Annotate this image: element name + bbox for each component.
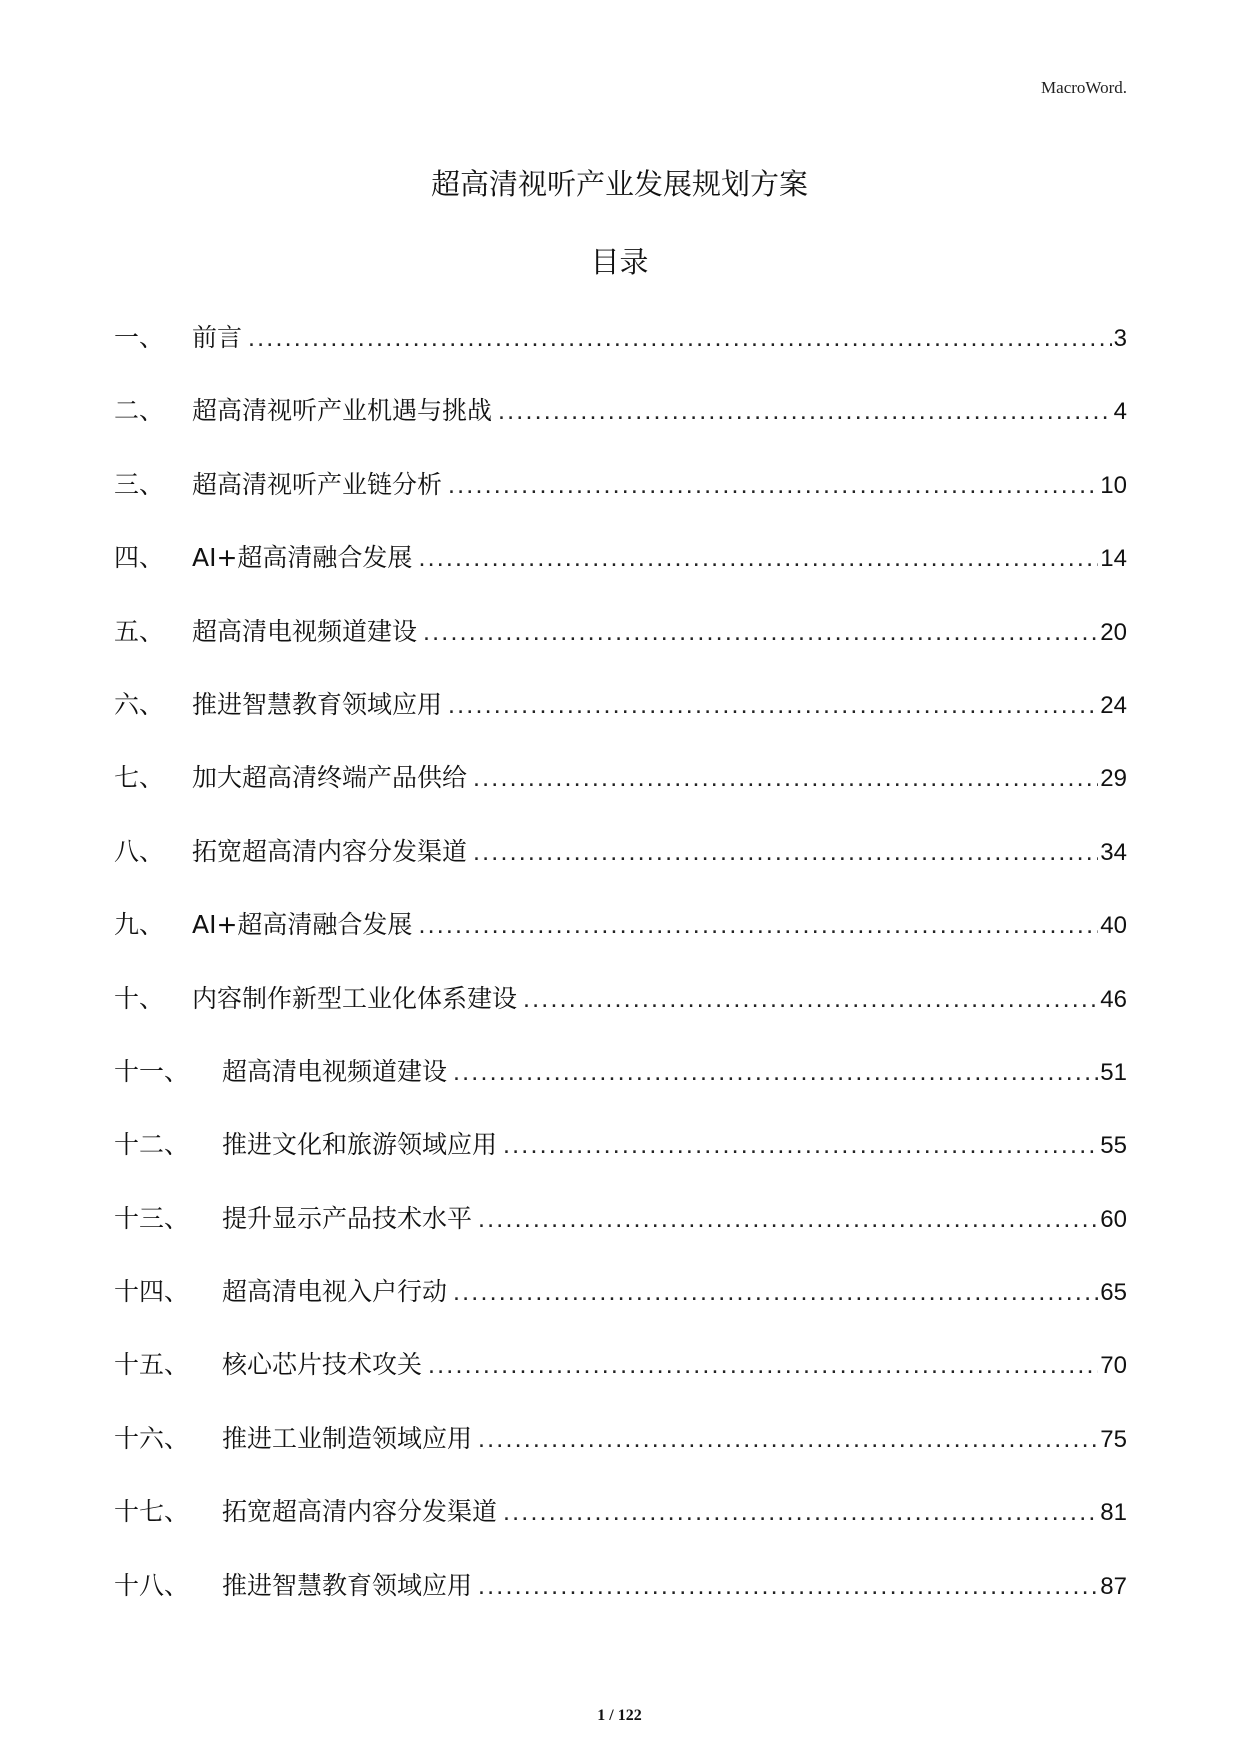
document-title: 超高清视听产业发展规划方案 bbox=[430, 167, 808, 201]
toc-entry-label: 推进工业制造领域应用 bbox=[222, 1423, 473, 1453]
toc-entry-page: 81 bbox=[1100, 1499, 1127, 1527]
toc-entry[interactable] bbox=[114, 905, 1127, 978]
dot-leader bbox=[478, 1425, 1098, 1454]
toc-entry-page: 60 bbox=[1100, 1205, 1127, 1233]
toc-entry-page: 65 bbox=[1100, 1279, 1127, 1307]
dot-leader bbox=[448, 691, 1098, 720]
toc-entry-number: 十五、 bbox=[114, 1350, 190, 1380]
dot-leader bbox=[473, 764, 1098, 793]
toc-entry-number: 十、 bbox=[114, 983, 165, 1013]
toc-entry-page: 34 bbox=[1100, 838, 1127, 866]
toc-entry-page: 87 bbox=[1100, 1572, 1127, 1600]
toc-entry[interactable] bbox=[114, 1125, 1127, 1198]
toc-entry-number: 十一、 bbox=[114, 1056, 190, 1086]
toc-entry-number: 十四、 bbox=[114, 1277, 190, 1307]
toc-entry-page: 14 bbox=[1100, 545, 1127, 573]
toc-entry-label: AI+超高清融合发展 bbox=[192, 543, 413, 573]
toc-entry-number: 十三、 bbox=[114, 1203, 190, 1233]
toc-entry[interactable] bbox=[114, 685, 1127, 758]
toc-entry-page: 55 bbox=[1100, 1132, 1127, 1160]
toc-entry-label: 超高清电视频道建设 bbox=[192, 616, 418, 646]
toc-entry-page: 29 bbox=[1100, 765, 1127, 793]
page-header: MacroWord. bbox=[1041, 78, 1127, 97]
toc-entry-number: 十八、 bbox=[114, 1570, 190, 1600]
toc-entry-page: 3 bbox=[1113, 325, 1127, 352]
dot-leader bbox=[453, 1278, 1098, 1307]
toc-entry[interactable] bbox=[114, 391, 1127, 464]
toc-entry-page: 20 bbox=[1100, 618, 1127, 646]
toc-entry-page: 46 bbox=[1100, 985, 1127, 1013]
toc-entry-label: 推进智慧教育领域应用 bbox=[192, 689, 443, 719]
toc-entry-label: 超高清电视入户行动 bbox=[222, 1277, 448, 1307]
toc-entry-number: 三、 bbox=[114, 469, 165, 499]
dot-leader bbox=[498, 397, 1112, 426]
toc-entry[interactable] bbox=[114, 612, 1127, 685]
toc-entry-label: AI+超高清融合发展 bbox=[192, 910, 413, 940]
toc-entry[interactable] bbox=[114, 758, 1127, 831]
toc-entry-number: 九、 bbox=[114, 910, 165, 940]
toc-entry[interactable] bbox=[114, 1052, 1127, 1125]
toc-entry[interactable] bbox=[114, 1492, 1127, 1565]
dot-leader bbox=[478, 1205, 1098, 1234]
toc-entry[interactable] bbox=[114, 1345, 1127, 1418]
toc-entry-page: 40 bbox=[1100, 912, 1127, 940]
toc-entry[interactable] bbox=[114, 979, 1127, 1052]
toc-entry-page: 70 bbox=[1100, 1352, 1127, 1380]
toc-entry-label: 超高清电视频道建设 bbox=[222, 1056, 448, 1086]
toc-entry[interactable] bbox=[114, 465, 1127, 538]
toc-entry-label: 拓宽超高清内容分发渠道 bbox=[192, 836, 468, 866]
toc-entry[interactable] bbox=[114, 832, 1127, 905]
toc-entry-number: 十六、 bbox=[114, 1423, 190, 1453]
toc-entry[interactable] bbox=[114, 538, 1127, 611]
toc-entry[interactable] bbox=[114, 1566, 1127, 1639]
toc-entry-number: 五、 bbox=[114, 616, 165, 646]
dot-leader bbox=[418, 911, 1098, 940]
toc-entry-label: 推进智慧教育领域应用 bbox=[222, 1570, 473, 1600]
dot-leader bbox=[473, 838, 1098, 867]
toc-entry-number: 十七、 bbox=[114, 1497, 190, 1527]
toc-entry-number: 二、 bbox=[114, 396, 165, 426]
dot-leader bbox=[503, 1131, 1098, 1160]
toc-entry-page: 10 bbox=[1100, 471, 1127, 499]
toc-entry-page: 24 bbox=[1100, 691, 1127, 719]
toc-entry-label: 拓宽超高清内容分发渠道 bbox=[222, 1497, 498, 1527]
dot-leader bbox=[423, 618, 1098, 647]
toc-entry-number: 十二、 bbox=[114, 1130, 190, 1160]
toc-entry-number: 六、 bbox=[114, 689, 165, 719]
toc-entry-label: 超高清视听产业机遇与挑战 bbox=[192, 396, 493, 426]
toc-entry-label: 核心芯片技术攻关 bbox=[222, 1350, 423, 1380]
toc-entry-page: 75 bbox=[1100, 1425, 1127, 1453]
dot-leader bbox=[478, 1572, 1098, 1601]
dot-leader bbox=[448, 471, 1098, 500]
toc-entry[interactable] bbox=[114, 318, 1127, 391]
toc-entry[interactable] bbox=[114, 1419, 1127, 1492]
dot-leader bbox=[428, 1351, 1098, 1380]
dot-leader bbox=[418, 544, 1098, 573]
toc-entry-label: 推进文化和旅游领域应用 bbox=[222, 1130, 498, 1160]
dot-leader bbox=[248, 324, 1112, 353]
dot-leader bbox=[523, 985, 1098, 1014]
toc-entry-label: 超高清视听产业链分析 bbox=[192, 469, 443, 499]
toc-heading: 目录 bbox=[590, 245, 649, 279]
toc-entry-page: 4 bbox=[1113, 398, 1127, 426]
dot-leader bbox=[453, 1058, 1098, 1087]
toc-entry-label: 前言 bbox=[192, 323, 243, 352]
toc-entry-label: 提升显示产品技术水平 bbox=[222, 1203, 473, 1233]
toc-entry[interactable] bbox=[114, 1199, 1127, 1272]
dot-leader bbox=[503, 1498, 1098, 1527]
toc-entry-number: 八、 bbox=[114, 836, 165, 866]
toc-entry-number: 一、 bbox=[114, 323, 165, 352]
table-of-contents bbox=[114, 318, 1127, 1639]
toc-entry[interactable] bbox=[114, 1272, 1127, 1345]
toc-entry-number: 四、 bbox=[114, 543, 165, 573]
toc-entry-page: 51 bbox=[1100, 1058, 1127, 1086]
toc-entry-number: 七、 bbox=[114, 763, 165, 793]
toc-entry-label: 加大超高清终端产品供给 bbox=[192, 763, 468, 793]
toc-entry-label: 内容制作新型工业化体系建设 bbox=[192, 983, 518, 1013]
page-indicator: 1 / 122 bbox=[597, 1707, 642, 1724]
